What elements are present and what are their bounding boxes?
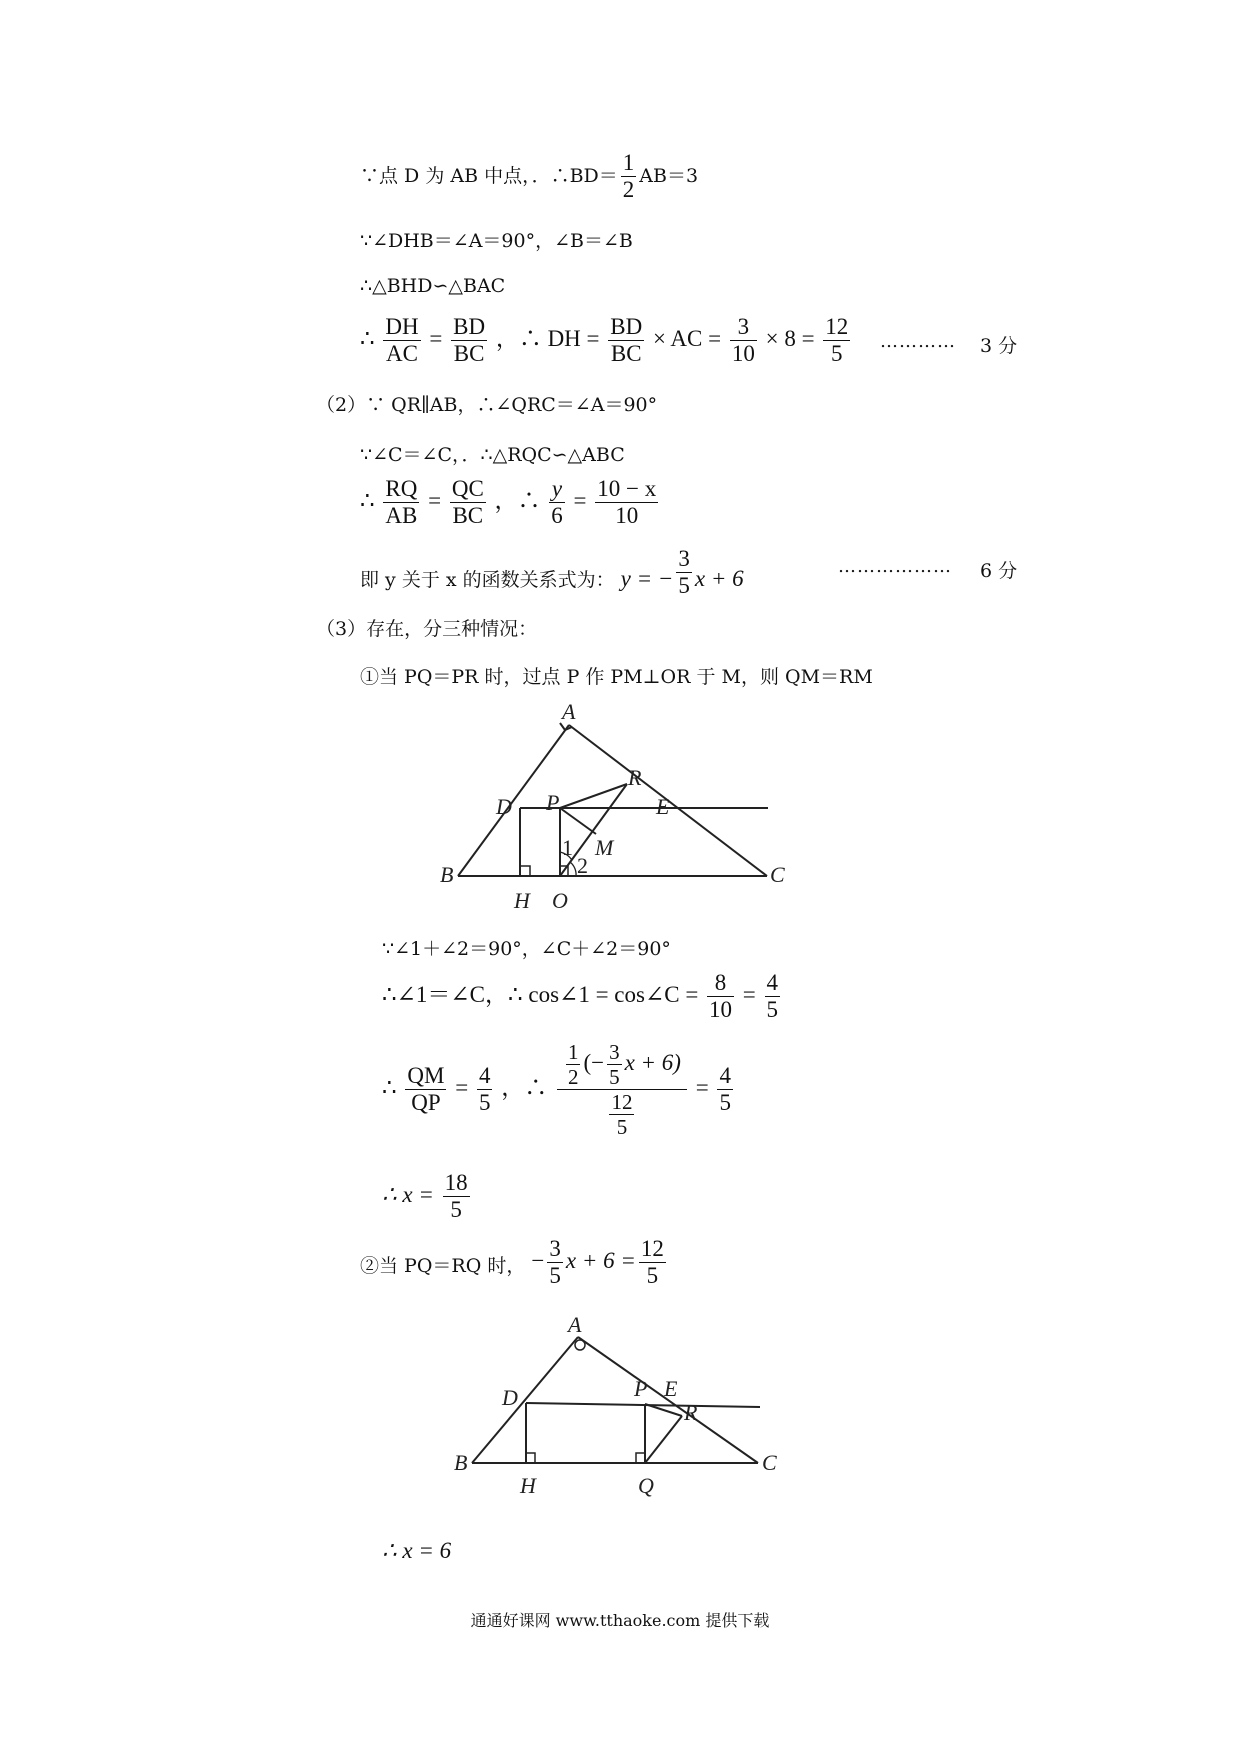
- line-x-6: ∴ x = 6: [382, 1538, 452, 1563]
- fraction-8-10: $\frac{8}{10}$: [709, 970, 733, 1023]
- label-h: H: [514, 888, 530, 913]
- figure-case1-svg: [430, 699, 785, 920]
- label-p2: P: [634, 1376, 648, 1401]
- fraction-3-10: $\frac{3}{10}$: [731, 314, 755, 367]
- label-b: B: [440, 862, 454, 887]
- label-d: D: [496, 794, 512, 819]
- fraction-12-5-case2: $\frac{12}{5}$: [640, 1236, 664, 1289]
- fraction-4-5-c: $\frac{4}{5}$: [719, 1062, 731, 1116]
- label-a2: A: [568, 1312, 582, 1337]
- score-dots-1: …………: [880, 331, 956, 352]
- fraction-half: $\frac{1}{2}$: [622, 150, 635, 203]
- label-2: 2: [577, 853, 588, 878]
- line-x-18-5: ∴ x = $\frac{18}{5}$: [382, 1170, 468, 1223]
- line-dh-computation: ∴ $\frac{DH}{AC}$ = $\frac{BD}{BC}$ ，∴ DH = $\frac{BD}{BC}$ × AC = $\frac{3}{10}$ × 8 = $\frac{12}{5}$: [360, 314, 849, 367]
- figure-case1-triangle: [430, 699, 785, 920]
- line-part3-heading: （3）存在，分三种情况：: [316, 618, 538, 640]
- line-ratio-y: ∴ $\frac{RQ}{AB}$ = $\frac{QC}{BC}$ ，∴ $\frac{y}{6}$ = $\frac{10 - x}{10}$: [360, 476, 657, 529]
- figure-case2-svg: [448, 1300, 788, 1500]
- fraction-12-5-inner: $\frac{12}{5}$: [611, 1090, 633, 1140]
- line-bd-midpoint: ∵点 D 为 AB 中点，．∴BD＝ $\frac{1}{2}$ AB＝3: [360, 150, 699, 203]
- label-r: R: [628, 765, 642, 790]
- label-e2: E: [664, 1376, 678, 1401]
- line-case1: ①当 PQ＝PR 时，过点 P 作 PM⊥OR 于 M，则 QM＝RM: [360, 666, 873, 688]
- page-footer: 通通好课网 www.tthaoke.com 提供下载: [470, 1611, 770, 1630]
- fraction-half-inner: $\frac{1}{2}$: [567, 1040, 579, 1090]
- label-o: O: [552, 888, 568, 913]
- fraction-dh-ac: $\frac{DH}{AC}$: [385, 314, 419, 367]
- line-similar-bhd-bac: ∴△BHD∽△BAC: [360, 275, 506, 297]
- score-dots-2: ………………: [838, 556, 952, 577]
- fraction-bd-bc: $\frac{BD}{BC}$: [453, 314, 486, 367]
- fraction-10-minus-x: $\frac{10 - x}{10}$: [597, 476, 657, 529]
- fraction-4-5-b: $\frac{4}{5}$: [478, 1062, 491, 1116]
- line-qm-qp: ∴ $\frac{QM}{QP}$ = $\frac{4}{5}$ ，∴ $\frac{1}{2}$ (− $\frac{3}{5}$ x + 6) $\frac{12}{5}$ = $\frac{4}{5}$: [382, 1040, 731, 1140]
- line-function-relation: 即 y 关于 x 的函数关系式为： y = − $\frac{3}{5}$ x + 6: [360, 546, 744, 599]
- fraction-qm-qp: $\frac{QM}{QP}$: [407, 1062, 445, 1116]
- line-part2-parallel: （2）∵ QR∥AB，∴∠QRC＝∠A＝90°: [316, 394, 658, 416]
- label-r2: R: [684, 1400, 698, 1425]
- fraction-4-5-a: $\frac{4}{5}$: [766, 970, 779, 1023]
- fraction-qc-bc: $\frac{QC}{BC}$: [451, 476, 484, 529]
- line-case2: ②当 PQ＝RQ 时， − $\frac{3}{5}$ x + 6 = $\frac{12}{5}$: [360, 1236, 664, 1289]
- fraction-compound: $\frac{1}{2}$ (− $\frac{3}{5}$ x + 6) $\frac{12}{5}$: [557, 1040, 687, 1140]
- label-h2: H: [520, 1473, 536, 1498]
- fraction-3-5-case2: $\frac{3}{5}$: [549, 1236, 561, 1289]
- line-angles-sum: ∵∠1＋∠2＝90°，∠C＋∠2＝90°: [382, 938, 671, 960]
- label-1: 1: [562, 835, 573, 860]
- label-c2: C: [762, 1450, 777, 1475]
- fraction-3-5: $\frac{3}{5}$: [678, 546, 690, 599]
- line-similar-rqc-abc: ∵∠C＝∠C，．∴△RQC∽△ABC: [360, 444, 625, 466]
- label-p: P: [546, 790, 560, 815]
- label-d2: D: [502, 1385, 518, 1410]
- score-label-1: 3 分: [980, 335, 1018, 357]
- line-cos-equal: ∴∠1＝∠C，∴ cos∠1 = cos∠C = $\frac{8}{10}$ = $\frac{4}{5}$: [382, 970, 779, 1023]
- fraction-bd-bc-2: $\frac{BD}{BC}$: [610, 314, 643, 367]
- label-m: M: [595, 835, 614, 860]
- fraction-18-5: $\frac{18}{5}$: [444, 1170, 468, 1223]
- label-a: A: [562, 699, 576, 724]
- label-q2: Q: [638, 1473, 654, 1498]
- label-e: E: [656, 794, 670, 819]
- fraction-rq-ab: $\frac{RQ}{AB}$: [385, 476, 418, 529]
- fraction-12-5: $\frac{12}{5}$: [825, 314, 849, 367]
- fraction-3-5-inner: $\frac{3}{5}$: [609, 1040, 620, 1090]
- line-angle-dhb: ∵∠DHB＝∠A＝90°，∠B＝∠B: [360, 230, 633, 252]
- score-label-2: 6 分: [980, 560, 1018, 582]
- fraction-y-6: $\frac{y}{6}$: [551, 476, 563, 529]
- label-b2: B: [454, 1450, 468, 1475]
- label-c: C: [770, 862, 785, 887]
- figure-case2-triangle: [448, 1300, 788, 1500]
